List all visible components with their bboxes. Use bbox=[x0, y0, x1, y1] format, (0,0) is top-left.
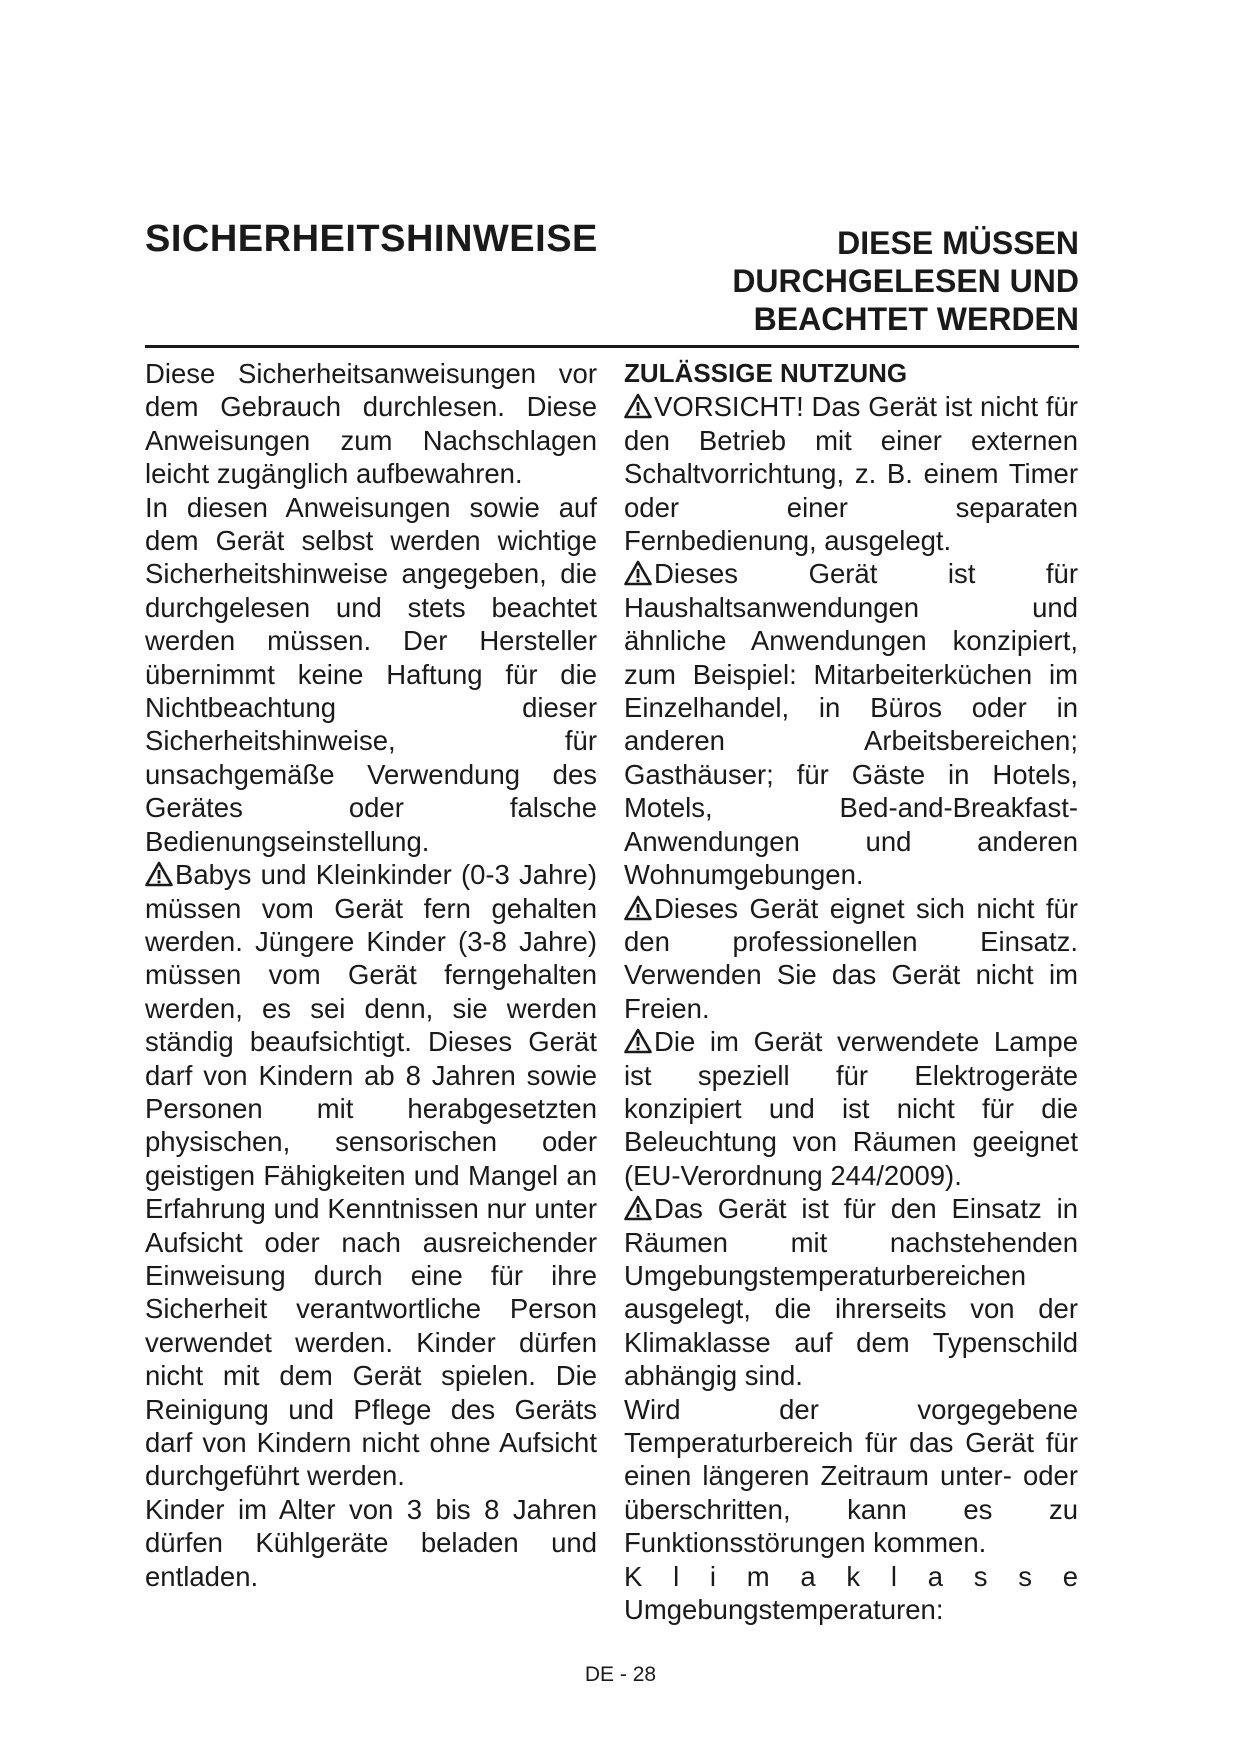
climate-class-label: K l i m a k l a s s e bbox=[624, 1560, 1078, 1592]
section-heading-permitted-use: ZULÄSSIGE NUTZUNG bbox=[624, 358, 908, 388]
left-column bbox=[145, 357, 597, 1625]
lamp-text: Die im Gerät verwendete Lampe ist speziell für Elektrogeräte konzipiert und ist nicht für die Beleuchtung von Räumen geeignet (EU-Verordnung 244/2009). bbox=[624, 1026, 1078, 1191]
children-warning-text: Babys und Kleinkinder (0-3 Jahre) müssen vom Gerät fern gehalten werden. Jüngere Kinder (3-8 Jahre) müssen vom Gerät ferngehalten werden, es sei denn, sie werden ständig beaufsichtigt. Dieses Gerät darf von Kindern ab 8 Jahren sowie Personen mit herabgesetzten physischen, sensorischen oder geistigen Fähigkeiten und Mangel an Erfahrung und Kenntnissen nur unter Aufsicht oder nach ausreichender Einweisung durch eine für ihre Sicherheit verantwortliche Person verwendet werden. Kinder dürfen nicht mit dem Gerät spielen. Die Reinigung und Pflege des Geräts darf von Kindern nicht ohne Aufsicht durchgeführt werden. bbox=[145, 859, 597, 1492]
intro-paragraph: Diese Sicherheitsanweisungen vor dem Gebrauch durchlesen. Diese Anweisungen zum Nachschlagen leicht zugänglich aufbewahren. bbox=[145, 358, 597, 490]
lamp-paragraph bbox=[624, 1025, 1078, 1192]
ambient-temperature-text: Das Gerät ist für den Einsatz in Räumen mit nachstehenden Umgebungstemperaturbereichen ausgelegt, die ihrerseits von der Klimaklasse auf dem Typenschild abhängig sind. bbox=[624, 1193, 1078, 1392]
right-column bbox=[624, 357, 1078, 1625]
temperature-range-paragraph: Wird der vorgegebene Temperaturbereich für das Gerät für einen längeren Zeitraum unter- oder überschritten, kann es zu Funktionsstörungen kommen. bbox=[624, 1393, 1078, 1559]
page-number: DE - 28 bbox=[584, 1663, 657, 1686]
page-title: SICHERHEITSHINWEISE bbox=[145, 218, 598, 260]
children-loading-paragraph: Kinder im Alter von 3 bis 8 Jahren dürfen Kühlgeräte beladen und entladen. bbox=[145, 1493, 597, 1592]
warning-icon bbox=[624, 560, 652, 586]
warning-icon bbox=[624, 1195, 652, 1221]
ambient-temperatures-label: Umgebungstemperaturen: bbox=[624, 1594, 944, 1625]
household-use-paragraph bbox=[624, 557, 1078, 891]
liability-paragraph: In diesen Anweisungen sowie auf dem Gerät selbst werden wichtige Sicherheitshinweise angegeben, die durchgelesen und stets beachtet werden müssen. Der Hersteller übernimmt keine Haftung für die Nichtbeachtung dieser Sicherheitshinweise, für unsachgemäße Verwendung des Gerätes oder falsche Bedienungseinstellung. bbox=[145, 491, 597, 857]
title-divider bbox=[145, 345, 1079, 348]
warning-icon bbox=[624, 393, 652, 419]
caution-text: VORSICHT! Das Gerät ist nicht für den Betrieb mit einer externen Schaltvorrichtung, z. B. einem Timer oder einer separaten Fernbedienung, ausgelegt. bbox=[624, 391, 1078, 557]
ambient-temperature-paragraph bbox=[624, 1192, 1078, 1392]
children-warning-paragraph bbox=[145, 858, 597, 1493]
page-subtitle: DIESE MÜSSEN DURCHGELESEN UND BEACHTET WERDEN bbox=[732, 225, 1079, 337]
warning-icon bbox=[145, 861, 173, 887]
warning-icon bbox=[624, 895, 652, 921]
professional-use-paragraph bbox=[624, 892, 1078, 1026]
warning-icon bbox=[624, 1028, 652, 1054]
professional-use-text: Dieses Gerät eignet sich nicht für den professionellen Einsatz. Verwenden Sie das Gerät nicht im Freien. bbox=[624, 892, 1078, 1024]
caution-paragraph bbox=[624, 390, 1078, 557]
household-use-text: Dieses Gerät ist für Haushaltsanwendungen und ähnliche Anwendungen konzipiert, zum Beispiel: Mitarbeiterküchen im Einzelhandel, in Büros oder in anderen Arbeitsbereichen; Gasthäuser; für Gäste in Hotels, Motels, Bed-and-Breakfast-Anwendungen und anderen Wohnumgebungen. bbox=[624, 558, 1078, 891]
